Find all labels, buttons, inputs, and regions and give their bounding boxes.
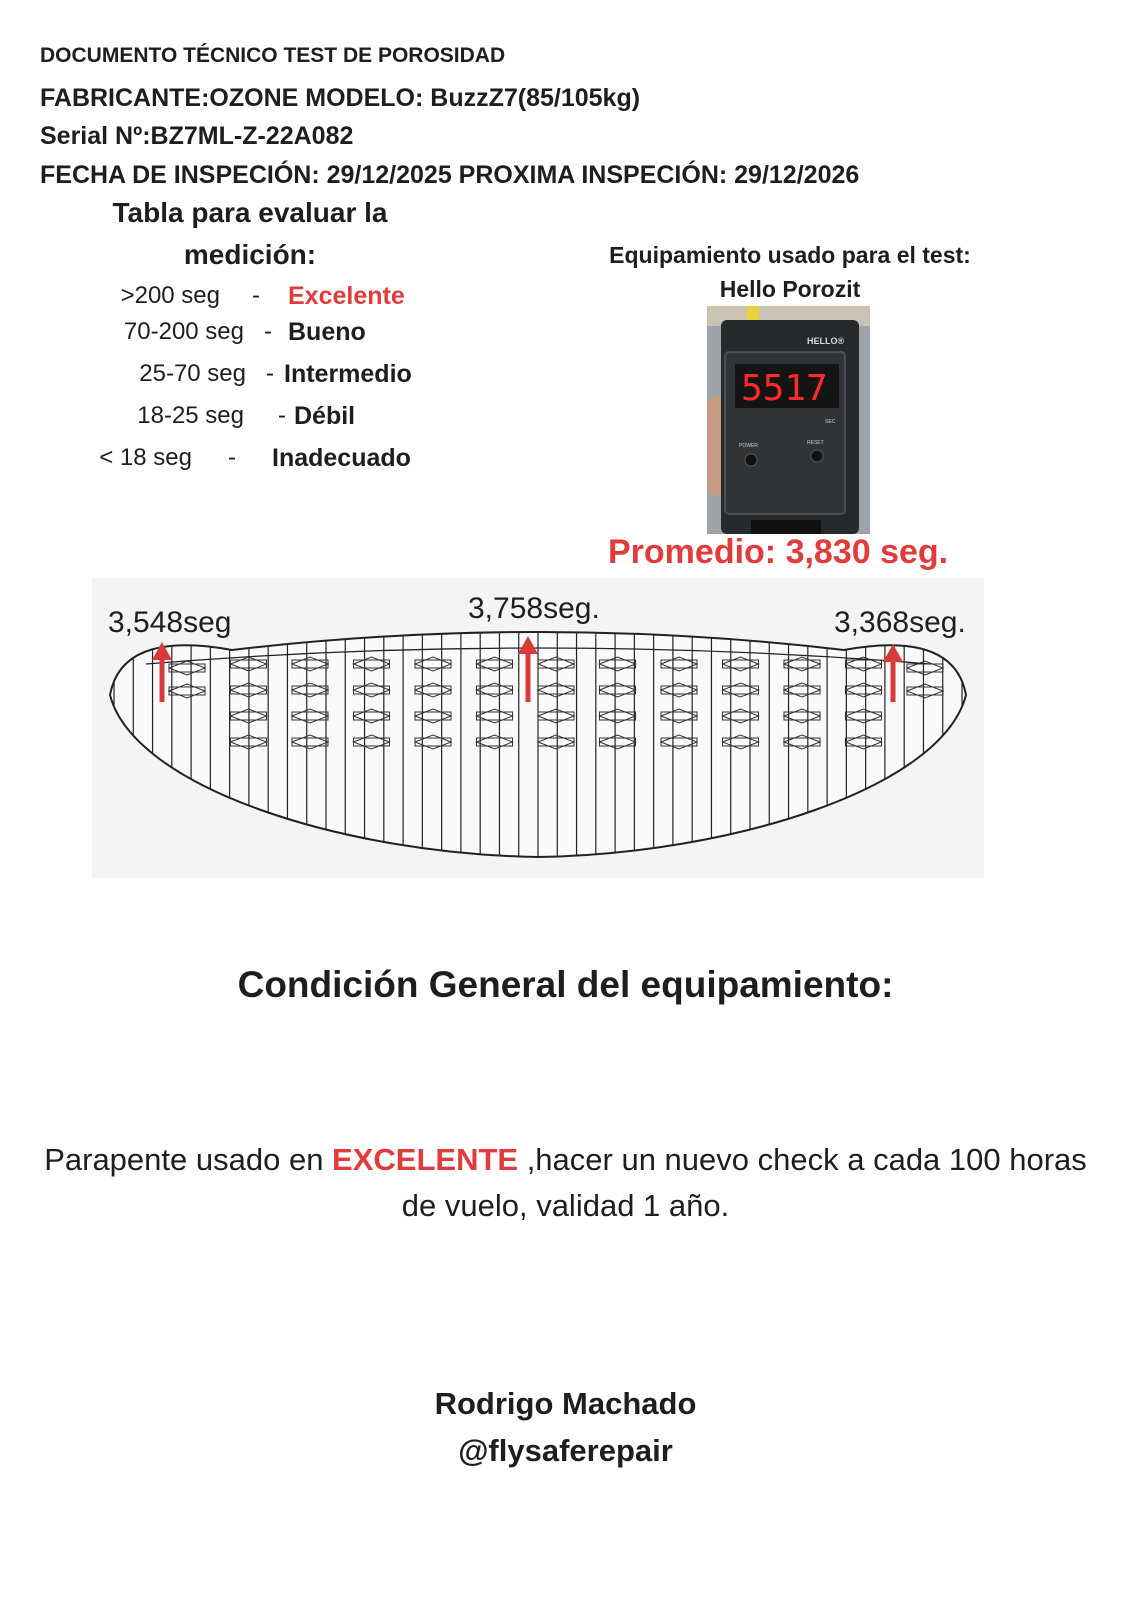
signature-block bbox=[0, 1380, 1131, 1474]
average-result: Promedio: 3,830 seg. bbox=[608, 533, 949, 571]
measurement-center: 3,758seg. bbox=[468, 592, 600, 625]
reset-label: RESET bbox=[807, 440, 824, 446]
scale-label-good: Bueno bbox=[288, 318, 366, 346]
scale-label-excellent: Excelente bbox=[288, 282, 405, 310]
display-readout: 5517 bbox=[741, 368, 828, 409]
condition-text-before: Parapente usado en bbox=[44, 1142, 333, 1177]
unit-label: SEC bbox=[825, 419, 836, 425]
scale-range: >200 seg bbox=[120, 282, 220, 309]
serial-line: Serial Nº:BZ7ML-Z-22A082 bbox=[40, 122, 354, 150]
scale-label-inadequate: Inadecuado bbox=[272, 444, 411, 472]
measurement-left: 3,548seg bbox=[108, 606, 232, 639]
scale-range: 18-25 seg bbox=[137, 402, 244, 429]
reset-button bbox=[811, 450, 823, 462]
technician-handle: @flysaferepair bbox=[458, 1433, 673, 1468]
manufacturer-model-line: FABRICANTE:OZONE MODELO: BuzzZ7(85/105kg) bbox=[40, 84, 641, 112]
document-title: DOCUMENTO TÉCNICO TEST DE POROSIDAD bbox=[40, 44, 506, 67]
condition-rating: EXCELENTE bbox=[332, 1142, 519, 1177]
scale-range: 70-200 seg bbox=[123, 318, 244, 345]
scale-range: 25-70 seg bbox=[139, 360, 246, 387]
porosity-tester-photo bbox=[707, 306, 870, 534]
evaluation-table-title: Tabla para evaluar la medición: bbox=[112, 197, 388, 270]
power-label: POWER bbox=[739, 443, 758, 449]
scale-separator: - bbox=[266, 360, 274, 387]
scale-range: < 18 seg bbox=[99, 444, 192, 471]
equipment-title bbox=[580, 238, 1000, 306]
condition-title: Condición General del equipamiento: bbox=[237, 964, 894, 1005]
scale-separator: - bbox=[264, 318, 272, 345]
condition-summary bbox=[40, 1137, 1091, 1229]
inspection-dates-line: FECHA DE INSPECIÓN: 29/12/2025 PROXIMA INSPECIÓN: 29/12/2026 bbox=[40, 161, 860, 189]
equipment-label: Equipamiento usado para el test: bbox=[609, 242, 971, 268]
scale-separator: - bbox=[252, 282, 260, 309]
scale-label-intermediate: Intermedio bbox=[284, 360, 412, 388]
scale-label-weak: Débil bbox=[294, 402, 356, 430]
measurement-right: 3,368seg. bbox=[834, 606, 966, 639]
condition-text-after: ,hacer un nuevo check a cada 100 horas de vuelo, validad 1 año. bbox=[401, 1142, 1087, 1223]
scale-separator: - bbox=[278, 402, 286, 429]
equipment-name: Hello Porozit bbox=[719, 276, 861, 302]
technician-name: Rodrigo Machado bbox=[434, 1386, 697, 1421]
wing-diagram bbox=[92, 578, 984, 878]
power-button bbox=[745, 454, 757, 466]
device-brand-text: HELLO® bbox=[807, 336, 845, 346]
porosity-tester-illustration bbox=[707, 306, 870, 534]
scale-separator: - bbox=[228, 444, 236, 471]
